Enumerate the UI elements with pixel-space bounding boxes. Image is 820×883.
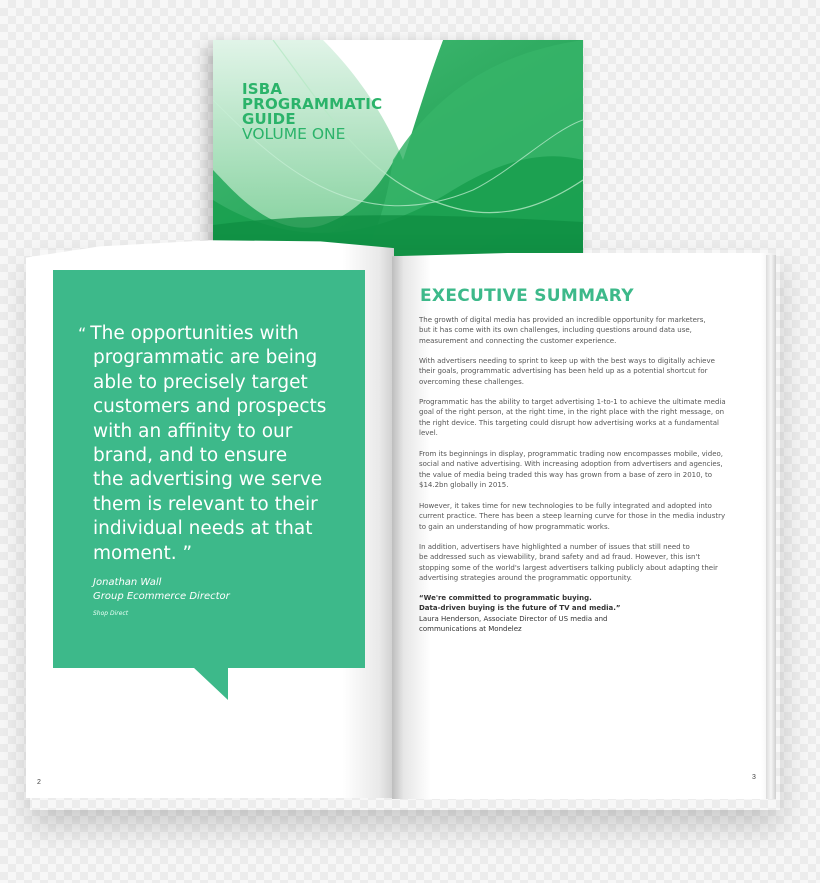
quote-bubble-tail: [193, 667, 228, 700]
guide-cover: [213, 40, 583, 256]
cover-title-line-3: GUIDE: [242, 110, 296, 128]
page-number-right: 3: [752, 774, 756, 781]
callout-quote: [419, 593, 621, 634]
callout-attribution: Laura Henderson, Associate Director of US media and: [419, 614, 608, 623]
quote-line: the advertising we serve: [93, 469, 323, 491]
cover-artwork: [213, 40, 583, 256]
quote-line: programmatic are being: [93, 347, 318, 369]
quote-line: brand, and to ensure: [93, 445, 288, 467]
paragraph: However, it takes time for new technologies to be fully integrated and adopted into current practice. There has been a steep learning curve for those in the media industry to gain an understanding of how programmatic works.: [419, 502, 726, 531]
quote-organization: Shop Direct: [93, 610, 129, 617]
page-edge: [766, 255, 776, 799]
quote-line: moment. ”: [93, 542, 193, 564]
cover-title-line-2: PROGRAMMATIC: [242, 95, 383, 113]
quote-line: able to precisely target: [93, 371, 308, 393]
paragraph: With advertisers needing to sprint to keep up with the best ways to digitally achieve their goals, programmatic advertising has been held up as a potential shortcut for overcoming these challenges.: [419, 357, 715, 386]
cover-title-line-1: ISBA: [242, 80, 283, 98]
cover-title: [242, 82, 382, 142]
paragraph: The growth of digital media has provided an incredible opportunity for marketers, but it has come with its own challenges, including questions around data use, measurement and connecting the customer experience.: [419, 316, 706, 345]
paragraph: From its beginnings in display, programmatic trading now encompasses mobile, video, social and native advertising. With increasing adoption from advertisers and agencies, the value of media being traded this way has grown from a base of zero in 2010, to $14.2bn globally in 2015.: [419, 450, 724, 489]
page-number-left: 2: [37, 779, 41, 786]
quote-line: customers and prospects: [93, 396, 327, 418]
quote-line: individual needs at that: [93, 518, 313, 540]
quote-line: them is relevant to their: [93, 493, 318, 515]
callout-attribution: communications at Mondelez: [419, 624, 522, 633]
paragraph: In addition, advertisers have highlighted a number of issues that still need to be addressed such as viewability, brand safety and ad fraud. However, this isn't stopping some of the world's largest advertisers talking publicly about adapting their advertising strategies around the programmatic opportunity.: [419, 543, 718, 582]
callout-quote-line: “We're committed to programmatic buying.: [419, 594, 592, 602]
quote-line: with an affinity to our: [93, 420, 293, 442]
pull-quote: [78, 322, 360, 566]
quote-author: Jonathan Wall: [93, 577, 162, 588]
quote-open-mark: “: [78, 324, 87, 343]
quote-line: “ The opportunities with: [78, 323, 299, 344]
quote-author-title: Group Ecommerce Director: [93, 591, 230, 602]
section-heading: EXECUTIVE SUMMARY: [420, 286, 634, 306]
cover-title-line-4: VOLUME ONE: [242, 125, 346, 143]
paragraph: Programmatic has the ability to target advertising 1-to-1 to achieve the ultimate media goal of the right person, at the right time, in the right place with the right message, on the right device. This targeting could disrupt how advertising works at a fundamental level.: [419, 398, 726, 437]
callout-quote-line: Data-driven buying is the future of TV and media.”: [419, 604, 621, 613]
